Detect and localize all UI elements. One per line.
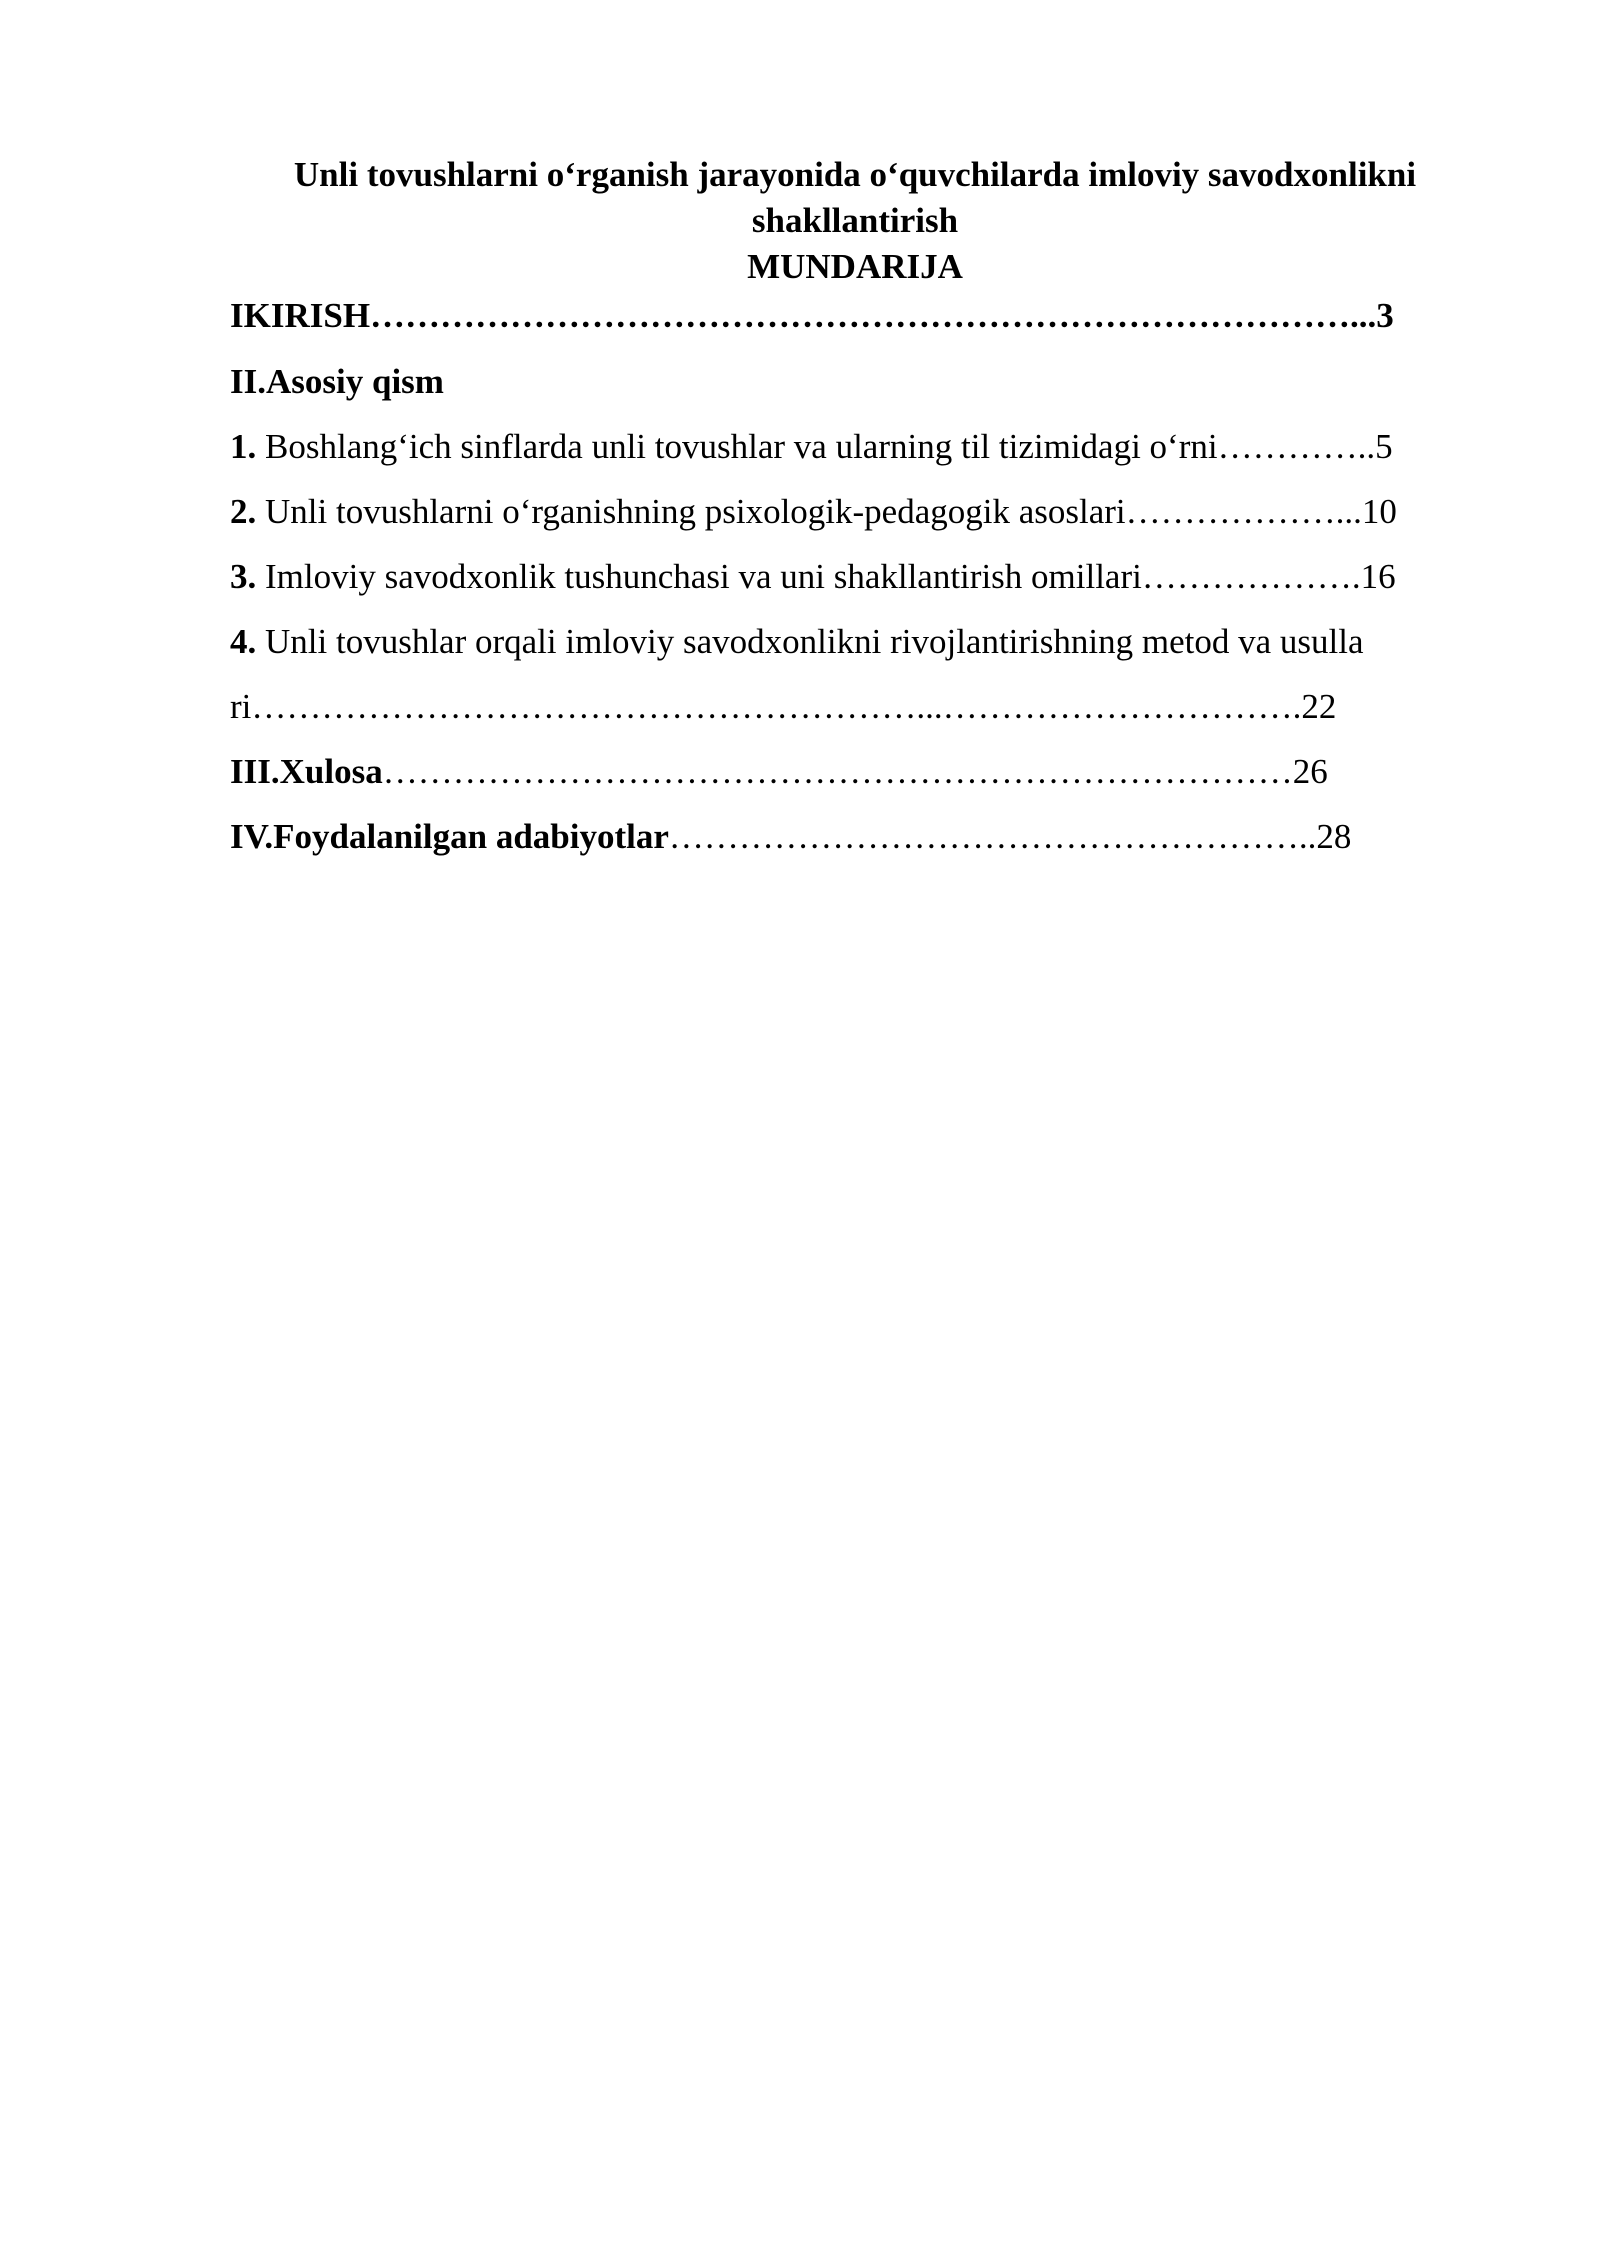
toc-entry-conclusion <box>230 749 1485 795</box>
document-title-line-1: Unli tovushlarni o‘rganish jarayonida o‘quvchilarda imloviy savodxonlikni <box>293 155 1417 194</box>
toc-entry-1 <box>230 424 1485 470</box>
toc-entry-4-continuation: ri…………………………………………………...………………………….22 <box>230 687 1337 726</box>
toc-entry-4 <box>230 619 1485 665</box>
toc-entry-1-number: 1. <box>230 427 257 466</box>
toc-entry-conclusion-label: III.Xulosa <box>230 752 383 791</box>
toc-entry-4-number: 4. <box>230 622 257 661</box>
toc-entry-2 <box>230 489 1485 535</box>
toc-heading: MUNDARIJA <box>747 247 963 286</box>
toc-entry-main-part: II.Asosiy qism <box>230 362 444 401</box>
toc-entry-1-text: Boshlang‘ich sinflarda unli tovushlar va ularning til tizimidagi o‘rni…………..5 <box>256 427 1393 466</box>
toc-entry-3 <box>230 554 1485 600</box>
toc-entry-2-number: 2. <box>230 492 257 531</box>
toc-entry-3-number: 3. <box>230 557 257 596</box>
toc-entry-references-label: IV.Foydalanilgan adabiyotlar <box>230 817 669 856</box>
document-title-line-2: shakllantirish <box>751 201 959 240</box>
toc-entry-references-page: ………………………………………………..28 <box>668 817 1352 856</box>
toc-entry-references <box>230 814 1485 860</box>
toc-entry-3-text: Imloviy savodxonlik tushunchasi va uni shakllantirish omillari……………….16 <box>256 557 1396 596</box>
toc-entry-2-text: Unli tovushlarni o‘rganishning psixologik-pedagogik asoslari………………...10 <box>256 492 1397 531</box>
toc-entry-4-text: Unli tovushlar orqali imloviy savodxonlikni rivojlantirishning metod va usulla <box>256 622 1364 661</box>
toc-entry-intro: IKIRISH…………………………………………………………………………...3 <box>230 296 1394 335</box>
toc-entry-conclusion-page: ……………………………………………………………………26 <box>382 752 1328 791</box>
